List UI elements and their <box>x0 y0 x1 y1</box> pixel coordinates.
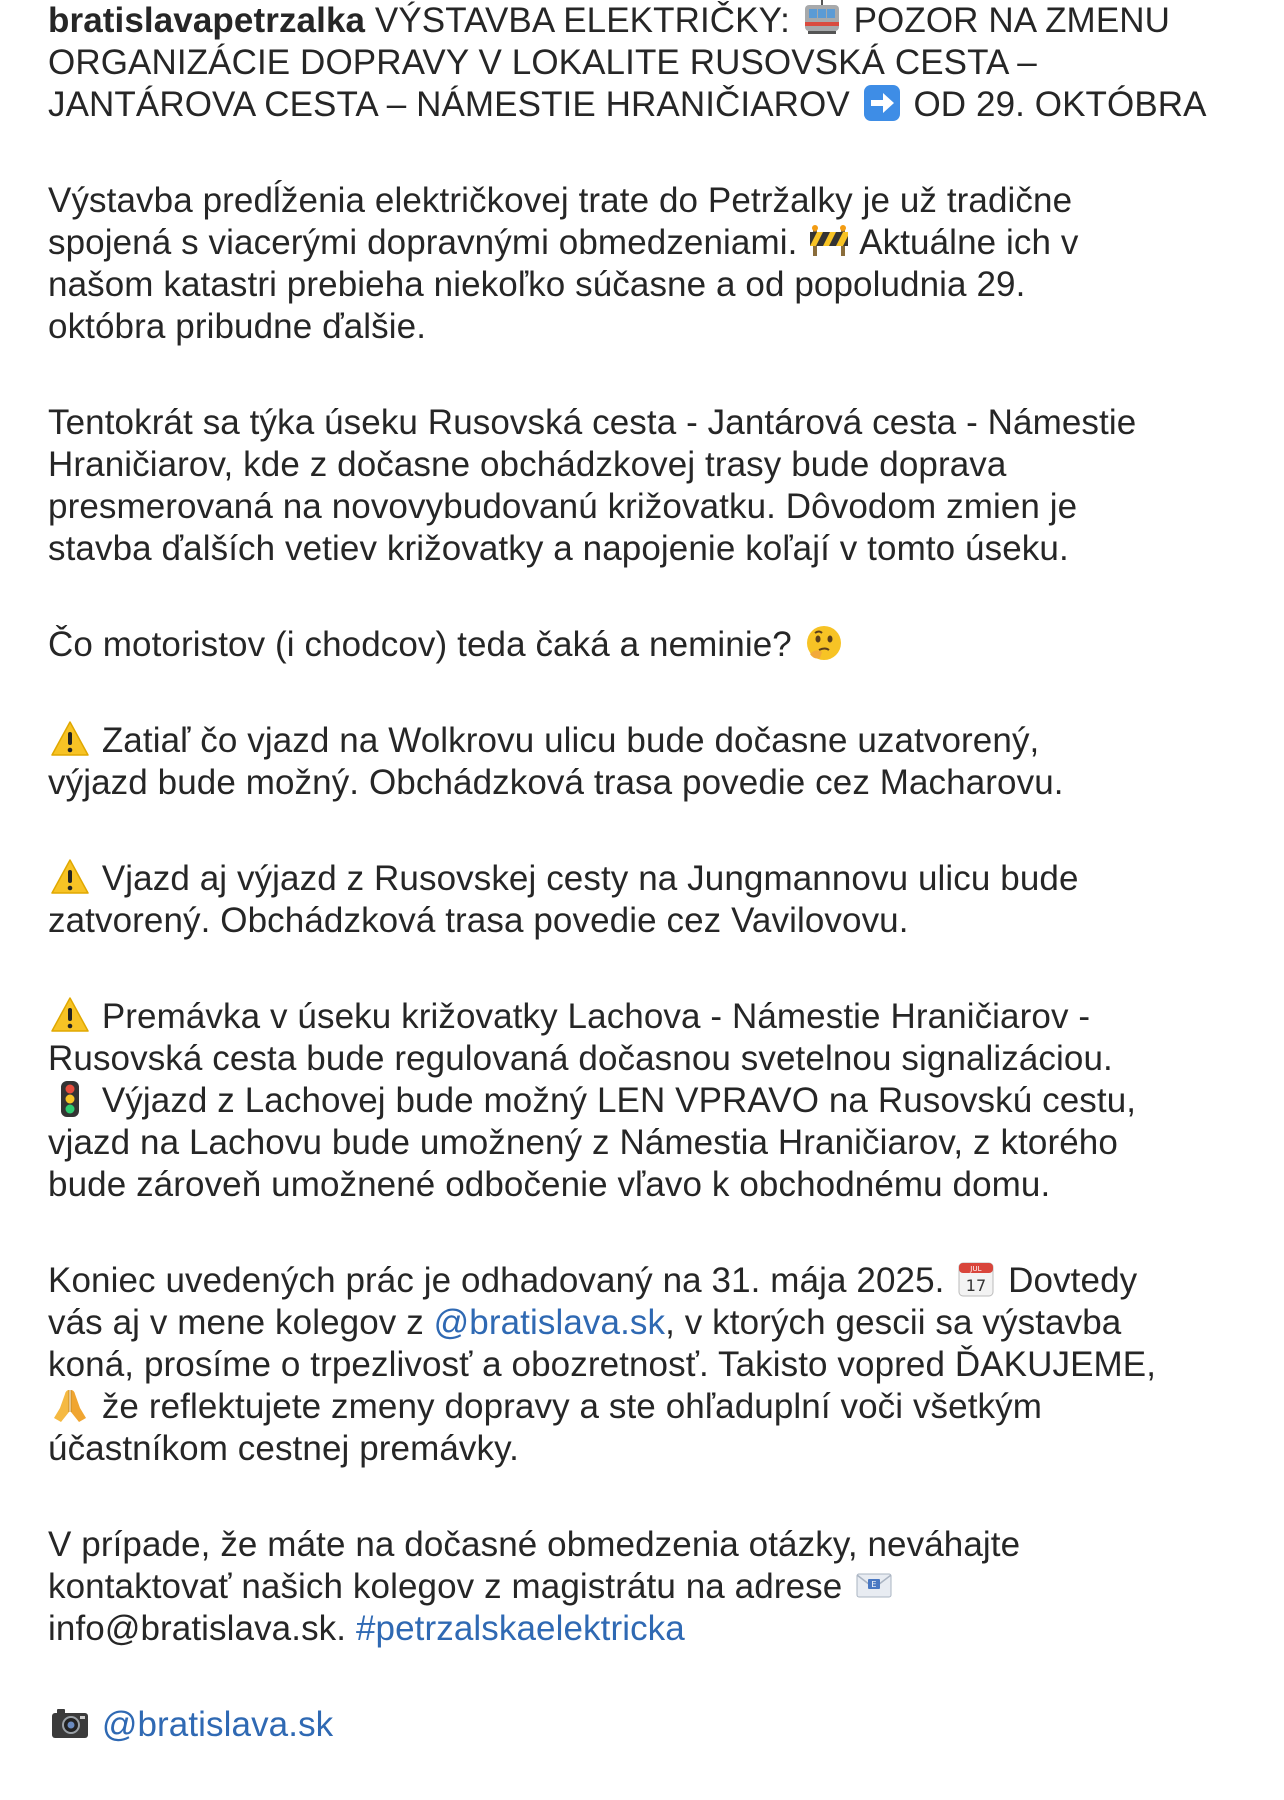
text-line: koná, prosíme o trpezlivosť a obozretnosť. Takisto vopred ĎAKUJEME, <box>48 1345 1157 1384</box>
text-line: Výjazd z Lachovej bude možný LEN VPRAVO na Rusovskú cestu, <box>101 1081 1137 1120</box>
text-line: Koniec uvedených prác je odhadovaný na 31. mája 2025. <box>48 1261 945 1300</box>
headline-text: POZOR NA ZMENU <box>853 1 1171 40</box>
text-line: Čo motoristov (i chodcov) teda čaká a neminie? <box>48 625 792 664</box>
tram-icon <box>802 0 842 38</box>
text-line: Premávka v úseku križovatky Lachova - Námestie Hraničiarov - <box>101 997 1091 1036</box>
text-line: presmerovaná na novovybudovanú križovatku. Dôvodom zmien je <box>48 487 1078 526</box>
svg-text:E: E <box>871 1580 877 1589</box>
paragraph-section <box>48 402 1244 570</box>
text-line: októbra pribudne ďalšie. <box>48 307 427 346</box>
text-line: Výstavba predĺženia električkovej trate do Petržalky je už tradične <box>48 181 1073 220</box>
paragraph-warning-3 <box>48 996 1244 1206</box>
warning-icon <box>50 996 90 1034</box>
text-line: zatvorený. Obchádzková trasa povedie cez Vavilovovu. <box>48 901 909 940</box>
text-line: Aktuálne ich v <box>859 223 1079 262</box>
calendar-day: 17 <box>966 1276 987 1295</box>
text-line: našom katastri prebieha niekoľko súčasne a od popoludnia 29. <box>48 265 1026 304</box>
text-line: vjazd na Lachovu bude umožnený z Námestia Hraničiarov, z ktorého <box>48 1123 1118 1162</box>
headline-text: ORGANIZÁCIE DOPRAVY V LOKALITE RUSOVSKÁ CESTA – <box>48 43 1037 82</box>
calendar-month: JUL <box>970 1265 983 1273</box>
text-line: stavba ďalších vetiev križovatky a napojenie koľají v tomto úseku. <box>48 529 1069 568</box>
paragraph-intro <box>48 180 1244 348</box>
headline-text: OD 29. OKTÓBRA <box>913 85 1207 124</box>
text-line: výjazd bude možný. Obchádzková trasa povedie cez Macharovu. <box>48 763 1064 802</box>
credit-mention-link[interactable]: @bratislava.sk <box>101 1705 334 1744</box>
folded-hands-icon <box>50 1386 90 1424</box>
calendar-icon <box>956 1260 996 1298</box>
traffic-light-icon <box>50 1080 90 1118</box>
text-line: Dovtedy <box>1008 1261 1138 1300</box>
text-line: Vjazd aj výjazd z Rusovskej cesty na Jungmannovu ulicu bude <box>101 859 1079 898</box>
paragraph-question <box>48 624 1244 666</box>
text-line: vás aj v mene kolegov z <box>48 1303 424 1342</box>
mention-link[interactable]: @bratislava.sk <box>433 1303 666 1342</box>
headline-text: JANTÁROVA CESTA – NÁMESTIE HRANIČIAROV <box>48 85 850 124</box>
warning-icon <box>50 720 90 758</box>
right-arrow-icon <box>862 84 902 122</box>
post-caption <box>48 0 1244 1800</box>
text-line: spojená s viacerými dopravnými obmedzeniami. <box>48 223 798 262</box>
text-line: Zatiaľ čo vjazd na Wolkrovu ulicu bude dočasne uzatvorený, <box>101 721 1040 760</box>
text-line: Hraničiarov, kde z dočasne obchádzkovej trasy bude doprava <box>48 445 1007 484</box>
text-line: V prípade, že máte na dočasné obmedzenia otázky, neváhajte <box>48 1525 1021 1564</box>
caption-headline <box>48 0 1244 126</box>
construction-barrier-icon <box>809 222 849 260</box>
text-line: , v ktorých gescii sa výstavba <box>665 1303 1122 1342</box>
warning-icon <box>50 858 90 896</box>
text-line: účastníkom cestnej premávky. <box>48 1429 519 1468</box>
camera-icon <box>50 1704 90 1742</box>
photo-credit <box>48 1704 1244 1746</box>
text-line: bude zároveň umožnené odbočenie vľavo k obchodnému domu. <box>48 1165 1051 1204</box>
thinking-face-icon <box>804 624 844 662</box>
paragraph-contact <box>48 1524 1244 1650</box>
paragraph-warning-1 <box>48 720 1244 804</box>
email-icon <box>854 1566 894 1604</box>
text-line: že reflektujete zmeny dopravy a ste ohľaduplní voči všetkým <box>101 1387 1042 1426</box>
paragraph-closing <box>48 1260 1244 1470</box>
text-line: Rusovská cesta bude regulovaná dočasnou svetelnou signalizáciou. <box>48 1039 1113 1078</box>
text-line: kontaktovať našich kolegov z magistrátu na adrese <box>48 1567 843 1606</box>
text-line: Tentokrát sa týka úseku Rusovská cesta - Jantárová cesta - Námestie <box>48 403 1137 442</box>
email-address: info@bratislava.sk. <box>48 1609 347 1648</box>
hashtag-link[interactable]: #petrzalskaelektricka <box>355 1609 685 1648</box>
username-link[interactable]: bratislavapetrzalka <box>48 1 366 40</box>
paragraph-warning-2 <box>48 858 1244 942</box>
headline-text: VÝSTAVBA ELEKTRIČKY: <box>374 1 790 40</box>
